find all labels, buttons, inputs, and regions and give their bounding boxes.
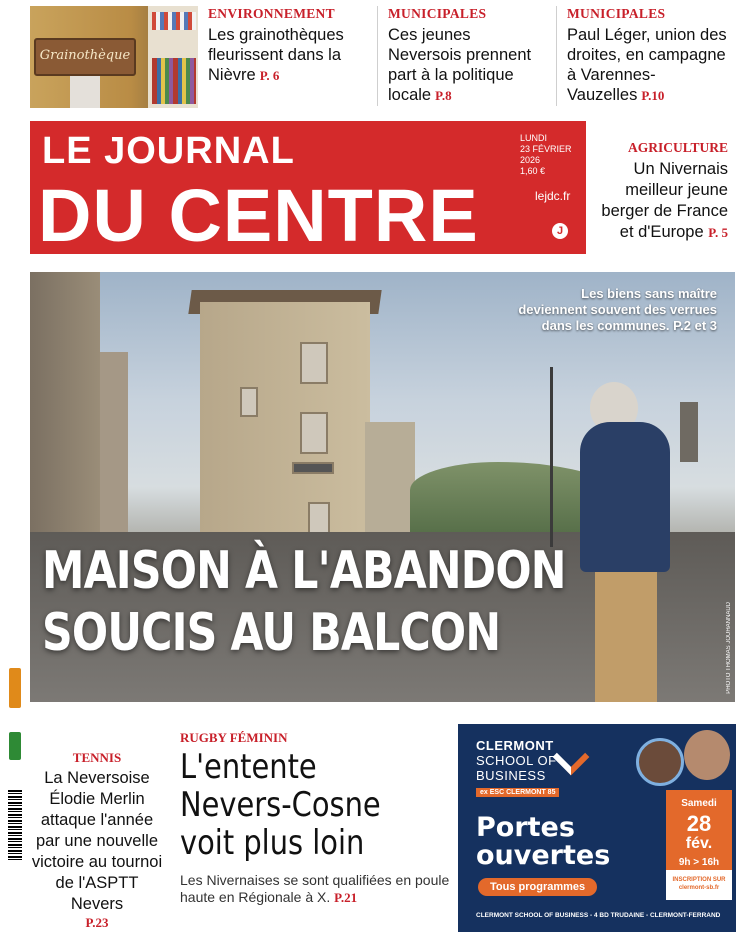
photo-balcony: [292, 462, 334, 474]
ad-subtitle: ex ESC CLERMONT 85: [476, 788, 559, 797]
ad-footer: CLERMONT SCHOOL OF BUSINESS - 4 BD TRUDAINE - CLERMONT-FERRAND: [476, 912, 721, 919]
ad-student-photo: [684, 730, 730, 780]
photo-building-left: [30, 272, 100, 572]
teaser-kicker: MUNICIPALES: [388, 6, 487, 21]
issue-info: [520, 133, 580, 177]
seed-box: [70, 76, 100, 108]
page-reference: P.8: [435, 88, 452, 103]
books-top-row: [152, 12, 196, 30]
page-reference: P.23: [85, 915, 109, 930]
photo-window: [240, 387, 258, 417]
photo-person-jacket: [580, 422, 670, 572]
eco-label-icon: [9, 732, 21, 760]
teaser-kicker: AGRICULTURE: [627, 140, 728, 155]
page-reference: P.10: [641, 88, 665, 103]
photo-window: [300, 342, 328, 384]
ad-programs-pill: Tous programmes: [478, 878, 597, 896]
photo-credit: PHOTO THOMAS JOUHANNAUD: [726, 602, 732, 694]
column-divider: [556, 6, 557, 106]
barcode-strip: [6, 660, 24, 930]
cover-headline-line2: SOUCIS AU BALCON: [42, 603, 501, 663]
ad-student-photo: [636, 738, 684, 786]
grainotheque-photo: [30, 6, 198, 108]
cover-headline-line1: MAISON À L'ABANDON: [42, 541, 566, 601]
masthead-title-line1: LE JOURNAL: [42, 130, 295, 172]
ad-inscription[interactable]: INSCRIPTION SUR clermont-sb.fr: [666, 870, 732, 900]
teaser-kicker: TENNIS: [72, 750, 122, 765]
ad-brand: CLERMONT SCHOOL OF BUSINESS: [476, 738, 557, 783]
teaser-headline: Un Nivernais meilleur jeune berger de France et d'Europe P. 5: [601, 160, 728, 241]
teaser-municipales-varennes[interactable]: [567, 6, 737, 106]
ad-date-box: Samedi 28 fév. 9h > 16h INSCRIPTION SUR clermont-sb.fr: [666, 790, 732, 900]
masthead-title-line2: DU CENTRE: [38, 174, 479, 257]
photo-abandoned-house: [200, 302, 370, 542]
article-kicker: RUGBY FÉMININ: [180, 730, 288, 745]
issue-price: 1,60 €: [520, 166, 546, 176]
teaser-kicker: ENVIRONNEMENT: [208, 6, 335, 21]
page-reference: P. 5: [708, 225, 728, 240]
article-headline: L'entente Nevers-Cosne voit plus loin: [180, 747, 381, 863]
issue-date: 23 FÉVRIER 2026: [520, 144, 572, 165]
photo-church-tower: [680, 402, 698, 462]
website-link[interactable]: lejdc.fr: [535, 189, 571, 203]
photo-street-lamp: [550, 367, 553, 547]
article-rugby[interactable]: [180, 730, 450, 906]
photo-person-trousers: [595, 572, 657, 702]
teaser-headline: Les grainothèques fleurissent dans la Nièvre P. 6: [208, 26, 344, 84]
photo-house-right: [365, 422, 415, 542]
teaser-headline: Ces jeunes Neversois prennent part à la politique locale P.8: [388, 26, 532, 104]
grainotheque-sign: [34, 38, 136, 76]
teaser-agriculture[interactable]: [600, 140, 728, 243]
publisher-logo-icon: J: [552, 223, 568, 239]
cover-headline: [42, 540, 566, 664]
advertisement[interactable]: [458, 724, 736, 932]
photo-window: [300, 412, 328, 454]
teaser-headline: La Neversoise Élodie Merlin attaque l'année par une nouvelle victoire au tournoi de l'ASPTT Nevers: [31, 769, 163, 913]
issue-day: LUNDI: [520, 133, 548, 143]
page-reference: P.21: [334, 890, 358, 905]
masthead: [30, 121, 586, 257]
article-summary: Les Nivernaises se sont qualifiées en poule haute en Régionale à X. P.21: [180, 872, 450, 905]
ad-logo-icon: [553, 739, 590, 776]
teaser-tennis[interactable]: [28, 750, 166, 931]
ad-headline: Portes ouvertes: [476, 812, 611, 871]
teaser-municipales-nevers[interactable]: [388, 6, 548, 106]
teaser-environnement[interactable]: [208, 6, 368, 106]
books-bottom-row: [152, 58, 196, 104]
teaser-kicker: MUNICIPALES: [567, 6, 666, 21]
sign-text: Grainothèque: [39, 48, 131, 63]
page-reference: P. 6: [259, 68, 280, 83]
cover-photo[interactable]: [30, 272, 735, 702]
column-divider: [377, 6, 378, 106]
cover-caption: Les biens sans maître deviennent souvent des verrues dans les communes. P.2 et 3: [518, 286, 717, 333]
barcode-icon: [8, 790, 22, 860]
teaser-headline: Paul Léger, union des droites, en campagne à Varennes-Vauzelles P.10: [567, 26, 727, 104]
recycling-badge-icon: [9, 668, 21, 708]
